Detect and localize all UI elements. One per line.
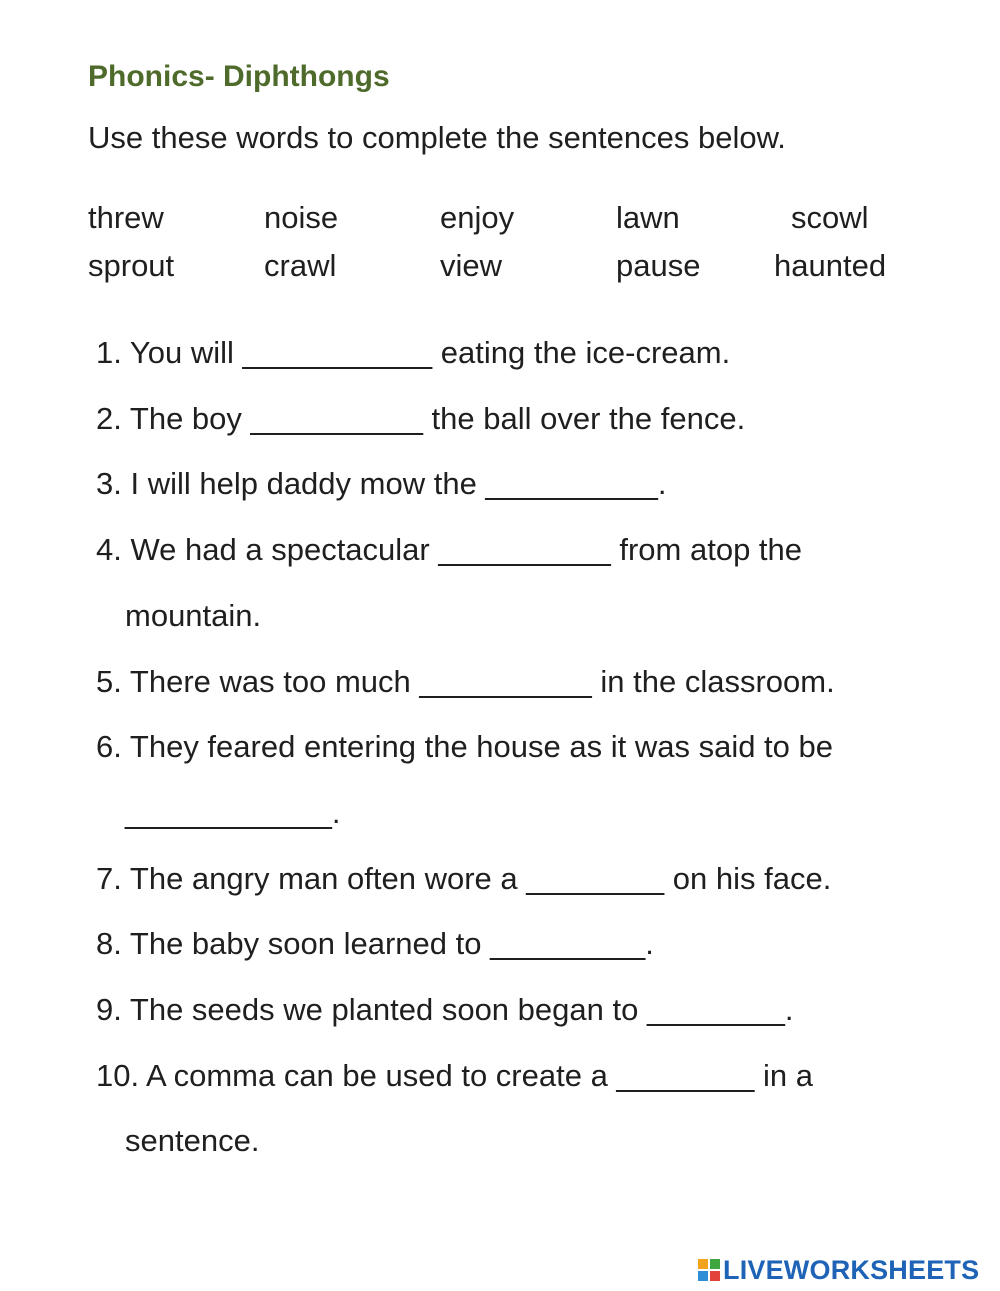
- word-bank-word: crawl: [264, 248, 337, 283]
- question-6: 6. They feared entering the house as it was said to be: [96, 729, 834, 764]
- word-bank-word: sprout: [88, 248, 175, 283]
- question-4: 4. We had a spectacular __________ from atop the: [96, 532, 803, 567]
- word-bank-word: scowl: [791, 200, 869, 235]
- question-5: 5. There was too much __________ in the classroom.: [96, 664, 835, 699]
- word-bank-word: pause: [616, 248, 701, 283]
- logo-mark-icon: [698, 1259, 720, 1281]
- question-4-continued: mountain.: [125, 598, 262, 633]
- question-10-continued: sentence.: [125, 1123, 260, 1158]
- question-3: 3. I will help daddy mow the __________.: [96, 466, 667, 501]
- question-8: 8. The baby soon learned to _________.: [96, 926, 654, 961]
- logo-text: LIVEWORKSHEETS: [723, 1254, 980, 1285]
- question-7: 7. The angry man often wore a ________ on his face.: [96, 861, 832, 896]
- question-6-continued: ____________.: [125, 795, 341, 830]
- word-bank-word: view: [440, 248, 503, 283]
- word-bank-word: noise: [264, 200, 339, 235]
- word-bank: [88, 200, 908, 300]
- word-bank-word: enjoy: [440, 200, 515, 235]
- instructions-text: Use these words to complete the sentences below.: [88, 120, 786, 155]
- word-bank-word: threw: [88, 200, 164, 235]
- page-title: Phonics- Diphthongs: [88, 60, 390, 93]
- question-1: 1. You will ___________ eating the ice-cream.: [96, 335, 731, 370]
- question-10: 10. A comma can be used to create a ________ in a: [96, 1058, 813, 1093]
- liveworksheets-logo: [698, 1255, 979, 1285]
- word-bank-word: lawn: [616, 200, 680, 235]
- question-2: 2. The boy __________ the ball over the fence.: [96, 401, 746, 436]
- word-bank-word: haunted: [774, 248, 887, 283]
- question-9: 9. The seeds we planted soon began to ________.: [96, 992, 794, 1027]
